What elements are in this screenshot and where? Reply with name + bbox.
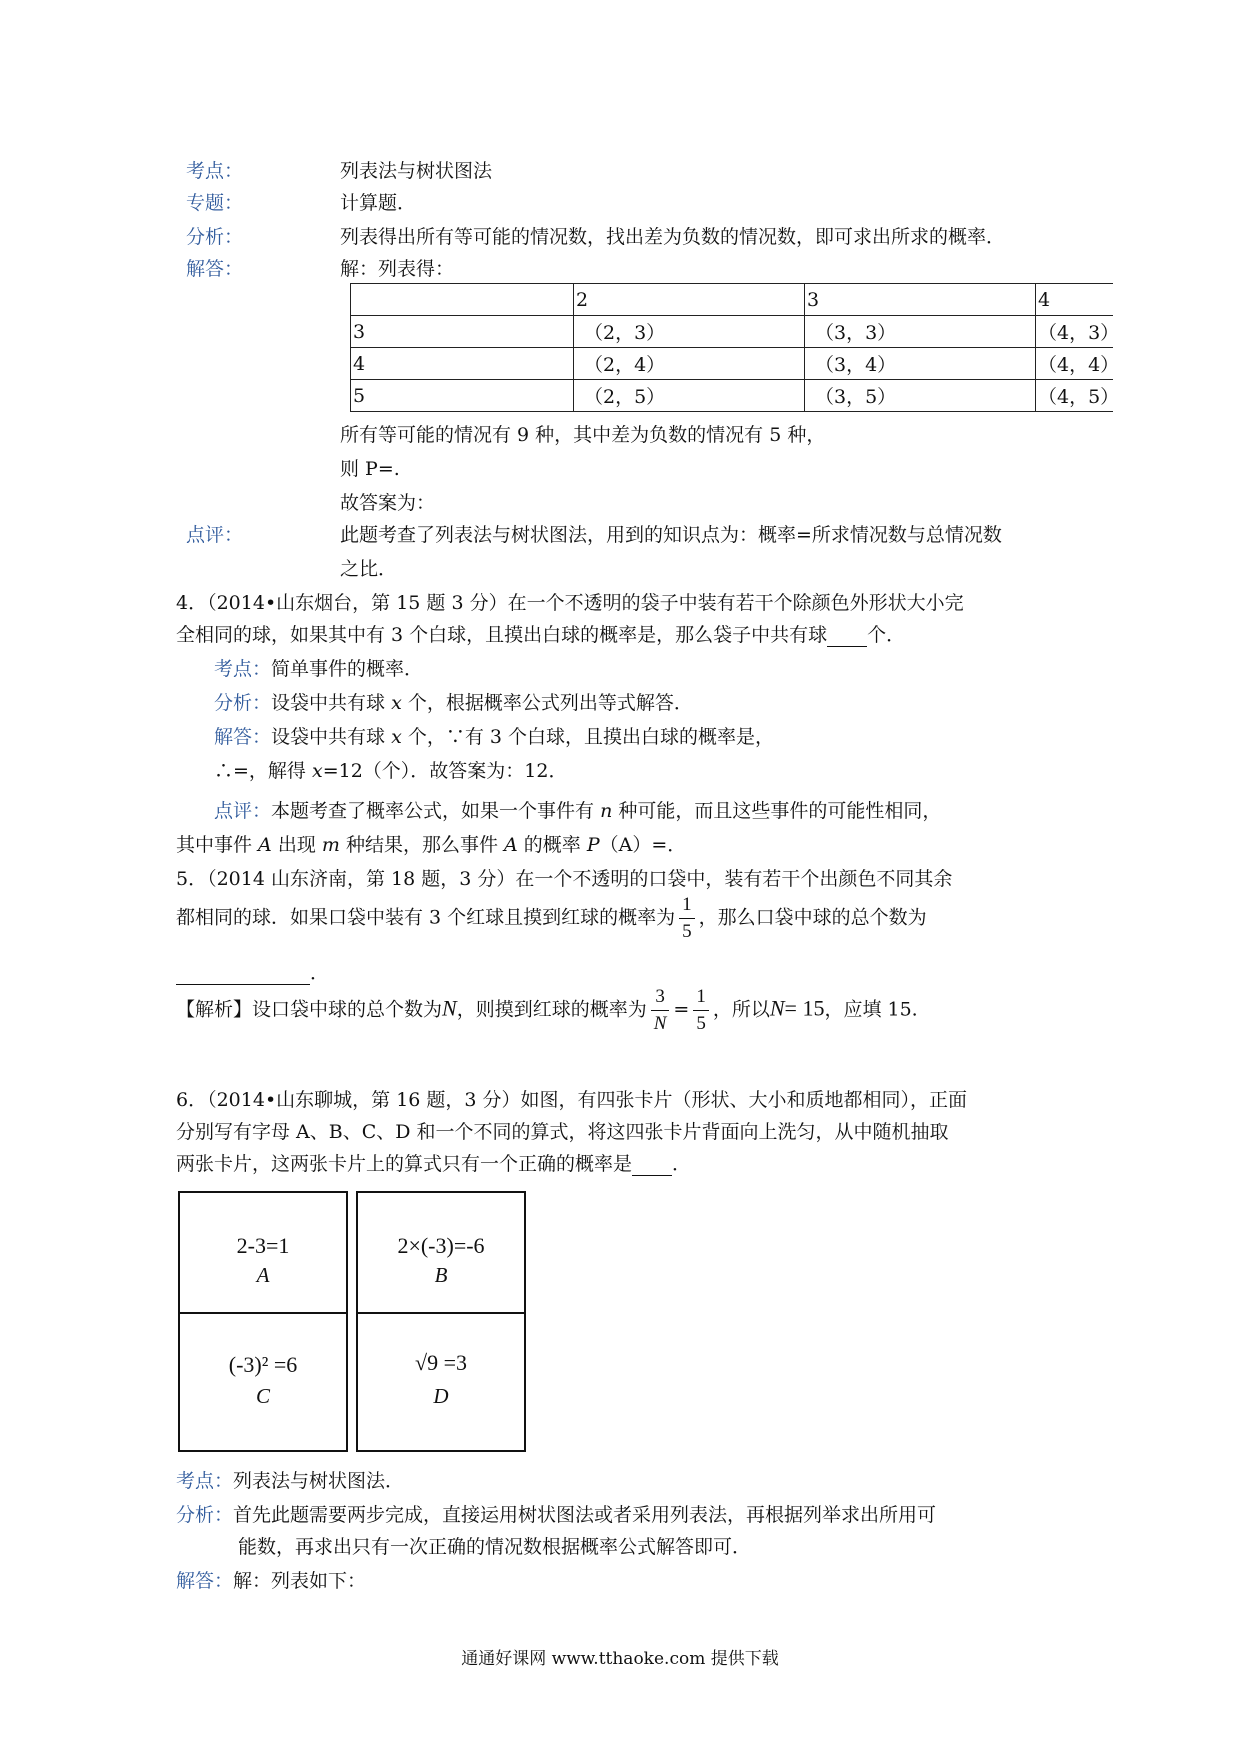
q6-line-3: [176, 1149, 691, 1176]
q6-line-1: 6．（2014•山东聊城，第 16 题，3 分）如图，有四张卡片（形状、大小和质地都相同），正面: [176, 1089, 968, 1111]
card-formula: (-3)² =6: [228, 1352, 298, 1377]
q4-dianping-label: 点评：: [214, 800, 272, 822]
table-cell: 4: [351, 348, 574, 380]
q6-jieda: [176, 1566, 366, 1593]
fraction-numerator: 1: [693, 984, 709, 1011]
q3-dianping-text-2: 之比．: [340, 558, 398, 580]
q6-line-2: 分别写有字母 A、B、C、D 和一个不同的算式，将这四张卡片背面向上洗匀，从中随机抽取: [176, 1121, 949, 1143]
q3-jieda-text: 解：列表得：: [340, 258, 455, 280]
table-cell: （2，4）: [574, 348, 805, 380]
q5-jiexi: [176, 984, 918, 1037]
q4-dianping: [214, 796, 941, 823]
card-formula: √9 =3: [415, 1350, 467, 1375]
card-letter: D: [433, 1384, 449, 1408]
var-n: N: [442, 995, 457, 1021]
q4-jieda-line-2b: =12（个）．故答案为：12．: [322, 760, 568, 782]
q4-line-2b: 个．: [867, 624, 906, 646]
q6-fenxi-text-1: 首先此题需要两步完成，直接运用树状图法或者采用列表法，再根据列举求出所用可: [233, 1504, 937, 1526]
q4-dianping-line-2: [176, 830, 686, 857]
q4-fenxi-var: x: [391, 692, 402, 714]
q3-kaodian-text: 列表法与树状图法: [340, 160, 493, 182]
table-row: [351, 316, 1114, 348]
q3-after-1: 所有等可能的情况有 9 种，其中差为负数的情况有 5 种，: [340, 424, 826, 446]
q3-after-2: 则 P=.: [340, 458, 400, 480]
text-segment: 其中事件: [176, 834, 259, 856]
fraction: [679, 892, 695, 945]
table-cell: [351, 284, 574, 316]
text-segment: ，则摸到红球的概率为: [456, 998, 647, 1021]
table-cell: 2: [574, 284, 805, 316]
var-n: N: [769, 995, 785, 1021]
q4-jieda: [214, 722, 774, 749]
q6-fenxi-label: 分析：: [176, 1504, 234, 1526]
q4-fenxi-label: 分析：: [214, 692, 272, 714]
equals-sign: =: [673, 998, 690, 1021]
q4-jieda-var: x: [391, 726, 402, 748]
q6-kaodian-text: 列表法与树状图法．: [233, 1470, 405, 1492]
q4-line-1: 4．（2014•山东烟台，第 15 题 3 分）在一个不透明的袋子中装有若干个除颜色外形状大小完: [176, 592, 964, 614]
q6-jieda-label: 解答：: [176, 1570, 234, 1592]
table-cell: （3，4）: [805, 348, 1036, 380]
q4-jieda-line-2: [214, 756, 567, 783]
fraction-denominator: 5: [696, 1013, 706, 1034]
table-cell: 3: [805, 284, 1036, 316]
q3-kaodian-label: 考点：: [186, 160, 244, 182]
table-cell: （3，3）: [805, 316, 1036, 348]
q3-zhuanti-label: 专题：: [186, 192, 244, 214]
q4-line-2: [176, 620, 905, 647]
card-c: [178, 1312, 348, 1452]
q5-line-3: [176, 958, 329, 985]
text-segment: ，所以: [712, 998, 770, 1021]
table-cell: （3，5）: [805, 380, 1036, 412]
table-cell: （2，5）: [574, 380, 805, 412]
q3-zhuanti-text: 计算题．: [340, 192, 417, 214]
var-p: P: [586, 834, 600, 856]
answer-blank: [176, 962, 310, 985]
text-segment: 【解析】设口袋中球的总个数为: [176, 998, 443, 1021]
table-cell: 5: [351, 380, 574, 412]
text-segment: （A）=．: [599, 834, 687, 856]
q3-table: [350, 283, 1120, 412]
text-segment: 的概率: [517, 834, 587, 856]
var-m: m: [321, 834, 340, 856]
card-a: [178, 1191, 348, 1331]
q4-jieda-label: 解答：: [214, 726, 272, 748]
q3-fenxi-text: 列表得出所有等可能的情况数，找出差为负数的情况数，即可求出所求的概率．: [340, 226, 1006, 248]
q3-jieda-label: 解答：: [186, 258, 244, 280]
card-formula: 2-3=1: [236, 1233, 290, 1258]
q3-dianping-text-1: 此题考查了列表法与树状图法，用到的知识点为：概率=所求情况数与总情况数: [340, 524, 1002, 546]
q4-jieda-line-2a: ∴=，解得: [214, 760, 312, 782]
q4-kaodian-text: 简单事件的概率．: [271, 658, 424, 680]
card-letter: B: [434, 1263, 448, 1287]
q3-dianping-label: 点评：: [186, 524, 244, 546]
text-segment: = 15: [784, 995, 825, 1021]
q4-fenxi: [214, 688, 693, 715]
card-letter: C: [255, 1384, 270, 1408]
card-letter: A: [256, 1263, 270, 1287]
q6-kaodian: [176, 1466, 404, 1493]
table-header-row: [351, 284, 1114, 316]
q5-line-1: 5．（2014 山东济南，第 18 题，3 分）在一个不透明的口袋中，装有若干个出颜色不同其余: [176, 868, 953, 890]
text-segment: 出现: [271, 834, 322, 856]
q6-jieda-text: 解：列表如下：: [233, 1570, 367, 1592]
card-d: [356, 1312, 526, 1452]
table-cell: （4，3）: [1036, 316, 1114, 348]
var-a: A: [258, 834, 272, 856]
q4-dianping-text-a: 本题考查了概率公式，如果一个事件有: [271, 800, 601, 822]
table-cell: （2，3）: [574, 316, 805, 348]
var-a: A: [504, 834, 518, 856]
q5-line-2: [176, 892, 927, 945]
answer-blank: [827, 624, 867, 647]
table-cell: 4: [1036, 284, 1114, 316]
q5-line-2b: ，那么口袋中球的总个数为: [698, 906, 927, 929]
q4-kaodian-label: 考点：: [214, 658, 272, 680]
text-segment: ，应填 15.: [824, 998, 918, 1021]
q6-fenxi: [176, 1500, 936, 1527]
fraction-denominator: N: [653, 1013, 667, 1034]
table-cell: 3: [351, 316, 574, 348]
fraction-denominator: 5: [682, 921, 692, 942]
q4-line-2a: 全相同的球，如果其中有 3 个白球，且摸出白球的概率是，那么袋子中共有球: [176, 624, 828, 646]
q6-line-3b: ．: [672, 1153, 692, 1175]
fraction: [693, 984, 709, 1037]
card-b: [356, 1191, 526, 1331]
q6-fenxi-text-2: 能数，再求出只有一次正确的情况数根据概率公式解答即可．: [238, 1536, 752, 1558]
fraction-numerator: 3: [651, 984, 670, 1011]
q5-line-3-text: ．: [310, 962, 330, 984]
table-row: [351, 348, 1114, 380]
q6-kaodian-label: 考点：: [176, 1470, 234, 1492]
text-segment: 种结果，那么事件: [339, 834, 504, 856]
q4-dianping-text-b: 种可能，而且这些事件的可能性相同，: [612, 800, 942, 822]
fraction: [651, 984, 670, 1037]
q4-fenxi-text-b: 个，根据概率公式列出等式解答．: [401, 692, 693, 714]
answer-blank: [632, 1153, 672, 1176]
q6-line-3a: 两张卡片，这两张卡片上的算式只有一个正确的概率是: [176, 1153, 633, 1175]
q4-jieda-line-2-var: x: [311, 760, 323, 782]
fraction-numerator: 1: [679, 892, 695, 919]
q3-fenxi-label: 分析：: [186, 226, 244, 248]
page-footer: 通通好课网 www.tthaoke.com 提供下载: [461, 1649, 779, 1669]
card-formula: 2×(-3)=-6: [397, 1233, 485, 1258]
table-cell: （4，5）: [1036, 380, 1114, 412]
q5-line-2a: 都相同的球．如果口袋中装有 3 个红球且摸到红球的概率为: [176, 906, 676, 929]
q3-after-3: 故答案为：: [340, 492, 436, 514]
q4-kaodian: [214, 654, 423, 681]
table-row: [351, 380, 1114, 412]
table-cell: （4，4）: [1036, 348, 1114, 380]
q4-dianping-var-n: n: [600, 800, 613, 822]
q4-jieda-text-b: 个，∵有 3 个白球，且摸出白球的概率是，: [401, 726, 774, 748]
q4-jieda-text-a: 设袋中共有球: [271, 726, 392, 748]
q4-fenxi-text-a: 设袋中共有球: [271, 692, 392, 714]
